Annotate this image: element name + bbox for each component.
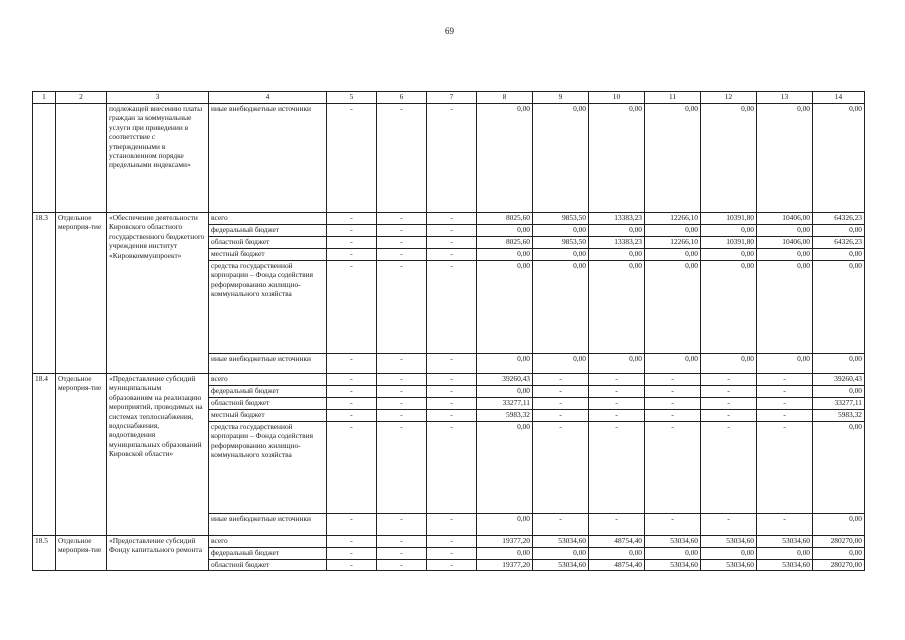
year-value-cell: 0,00 (701, 261, 757, 354)
funding-source-cell: средства государственной корпорации – Фонда содействия реформированию жилищно-коммунального хозяйства (209, 261, 327, 354)
header-cell-2: 2 (56, 92, 107, 104)
year-value-cell: 10406,00 (757, 237, 813, 249)
year-value-cell: - (757, 374, 813, 386)
year-value-cell: - (757, 422, 813, 514)
year-value-cell: 10406,00 (757, 213, 813, 225)
col6-cell: - (377, 225, 427, 237)
funding-source-cell: федеральный бюджет (209, 548, 327, 560)
year-value-cell: - (757, 386, 813, 398)
funding-source-cell: иные внебюджетные источники (209, 354, 327, 374)
year-value-cell: 0,00 (589, 225, 645, 237)
measure-number-cell: 18.5 (33, 536, 56, 571)
year-value-cell: 48754,40 (589, 536, 645, 548)
year-value-cell: 0,00 (645, 354, 701, 374)
funding-source-cell: иные внебюджетные источники (209, 104, 327, 213)
year-value-cell: - (701, 410, 757, 422)
col7-cell: - (427, 398, 477, 410)
total-value-cell: 39260,43 (813, 374, 865, 386)
measure-name-cell: «Предоставление субсидий Фонду капитального ремонта (107, 536, 209, 571)
year-value-cell: 10391,80 (701, 237, 757, 249)
funding-source-cell: областной бюджет (209, 237, 327, 249)
col7-cell: - (427, 422, 477, 514)
col6-cell: - (377, 548, 427, 560)
year-value-cell: 0,00 (533, 354, 589, 374)
funding-source-cell: областной бюджет (209, 398, 327, 410)
year-value-cell: - (645, 422, 701, 514)
header-cell-7: 7 (427, 92, 477, 104)
year-value-cell: 33277,11 (477, 398, 533, 410)
col5-cell: - (327, 536, 377, 548)
measure-name-cell: «Обеспечение деятельности Кировского областного государственного бюджетного учреждения институт «Кировкоммунпроект» (107, 213, 209, 374)
total-value-cell: 0,00 (813, 261, 865, 354)
year-value-cell: - (533, 386, 589, 398)
year-value-cell: - (701, 514, 757, 536)
year-value-cell: - (589, 374, 645, 386)
year-value-cell: 53034,60 (757, 536, 813, 548)
year-value-cell: 0,00 (757, 548, 813, 560)
col6-cell: - (377, 410, 427, 422)
year-value-cell: 0,00 (645, 261, 701, 354)
col6-cell: - (377, 104, 427, 213)
funding-source-cell: средства государственной корпорации – Фонда содействия реформированию жилищно-коммунального хозяйства (209, 422, 327, 514)
col6-cell: - (377, 354, 427, 374)
year-value-cell: 0,00 (477, 514, 533, 536)
year-value-cell: 0,00 (533, 261, 589, 354)
year-value-cell: - (645, 514, 701, 536)
budget-table (32, 91, 865, 571)
col7-cell: - (427, 213, 477, 225)
col7-cell: - (427, 514, 477, 536)
measure-number-cell (33, 104, 56, 213)
col5-cell: - (327, 560, 377, 571)
year-value-cell: 53034,60 (533, 536, 589, 548)
year-value-cell: 0,00 (477, 249, 533, 261)
year-value-cell: 5983,32 (477, 410, 533, 422)
year-value-cell: 0,00 (589, 548, 645, 560)
total-value-cell: 64326,23 (813, 213, 865, 225)
year-value-cell: 0,00 (701, 249, 757, 261)
col5-cell: - (327, 213, 377, 225)
total-value-cell: 33277,11 (813, 398, 865, 410)
year-value-cell: - (645, 410, 701, 422)
year-value-cell: 0,00 (645, 249, 701, 261)
header-cell-6: 6 (377, 92, 427, 104)
header-cell-3: 3 (107, 92, 209, 104)
year-value-cell: 0,00 (757, 261, 813, 354)
year-value-cell: 13383,23 (589, 213, 645, 225)
col7-cell: - (427, 536, 477, 548)
col6-cell: - (377, 536, 427, 548)
year-value-cell: - (757, 398, 813, 410)
header-cell-14: 14 (813, 92, 865, 104)
col6-cell: - (377, 261, 427, 354)
col5-cell: - (327, 548, 377, 560)
total-value-cell: 64326,23 (813, 237, 865, 249)
year-value-cell: 19377,20 (477, 536, 533, 548)
col7-cell: - (427, 560, 477, 571)
col6-cell: - (377, 514, 427, 536)
year-value-cell: - (533, 374, 589, 386)
col5-cell: - (327, 374, 377, 386)
year-value-cell: - (701, 374, 757, 386)
col7-cell: - (427, 374, 477, 386)
col5-cell: - (327, 422, 377, 514)
header-cell-8: 8 (477, 92, 533, 104)
col7-cell: - (427, 225, 477, 237)
measure-number-cell: 18.4 (33, 374, 56, 536)
measure-kind-cell: Отдельное мероприя-тие (56, 374, 107, 536)
funding-source-cell: федеральный бюджет (209, 225, 327, 237)
col6-cell: - (377, 237, 427, 249)
col5-cell: - (327, 398, 377, 410)
year-value-cell: - (533, 422, 589, 514)
col5-cell: - (327, 410, 377, 422)
year-value-cell: 0,00 (757, 104, 813, 213)
col7-cell: - (427, 354, 477, 374)
year-value-cell: - (701, 398, 757, 410)
col7-cell: - (427, 386, 477, 398)
year-value-cell: 0,00 (757, 354, 813, 374)
header-cell-4: 4 (209, 92, 327, 104)
year-value-cell: 0,00 (757, 225, 813, 237)
year-value-cell: - (757, 410, 813, 422)
table-row (33, 213, 865, 225)
col7-cell: - (427, 104, 477, 213)
year-value-cell: - (757, 514, 813, 536)
col7-cell: - (427, 410, 477, 422)
year-value-cell: - (701, 422, 757, 514)
year-value-cell: - (533, 514, 589, 536)
table-body (33, 92, 865, 571)
total-value-cell: 0,00 (813, 249, 865, 261)
col7-cell: - (427, 249, 477, 261)
year-value-cell: 13383,23 (589, 237, 645, 249)
funding-source-cell: федеральный бюджет (209, 386, 327, 398)
year-value-cell: 53034,60 (701, 560, 757, 571)
total-value-cell: 0,00 (813, 422, 865, 514)
year-value-cell: 0,00 (589, 104, 645, 213)
year-value-cell: - (645, 398, 701, 410)
year-value-cell: 0,00 (533, 548, 589, 560)
total-value-cell: 0,00 (813, 354, 865, 374)
year-value-cell: 0,00 (701, 354, 757, 374)
year-value-cell: 53034,60 (533, 560, 589, 571)
year-value-cell: - (645, 386, 701, 398)
year-value-cell: 0,00 (477, 261, 533, 354)
col7-cell: - (427, 548, 477, 560)
header-cell-12: 12 (701, 92, 757, 104)
measure-kind-cell: Отдельное мероприя-тие (56, 536, 107, 571)
total-value-cell: 0,00 (813, 548, 865, 560)
page-number: 69 (445, 26, 454, 36)
year-value-cell: 0,00 (533, 104, 589, 213)
year-value-cell: 0,00 (589, 354, 645, 374)
header-cell-5: 5 (327, 92, 377, 104)
year-value-cell: 0,00 (645, 548, 701, 560)
col5-cell: - (327, 104, 377, 213)
year-value-cell: - (533, 398, 589, 410)
header-cell-1: 1 (33, 92, 56, 104)
measure-name-cell: «Предоставление субсидий муниципальным образованиям на реализацию мероприятий, проводимых на системах теплоснабжения, водоснабжения, водоотведения муниципальных образований Кировской области» (107, 374, 209, 536)
year-value-cell: 0,00 (589, 249, 645, 261)
col5-cell: - (327, 261, 377, 354)
year-value-cell: 9853,50 (533, 213, 589, 225)
year-value-cell: - (589, 410, 645, 422)
funding-source-cell: иные внебюджетные источники (209, 514, 327, 536)
year-value-cell: - (645, 374, 701, 386)
col6-cell: - (377, 422, 427, 514)
year-value-cell: 0,00 (701, 104, 757, 213)
year-value-cell: 0,00 (477, 104, 533, 213)
year-value-cell: - (589, 386, 645, 398)
year-value-cell: 0,00 (701, 548, 757, 560)
measure-number-cell: 18.3 (33, 213, 56, 374)
year-value-cell: - (589, 422, 645, 514)
header-cell-13: 13 (757, 92, 813, 104)
total-value-cell: 0,00 (813, 104, 865, 213)
year-value-cell: - (589, 514, 645, 536)
funding-source-cell: всего (209, 536, 327, 548)
year-value-cell: 9853,50 (533, 237, 589, 249)
table-row (33, 374, 865, 386)
year-value-cell: - (589, 398, 645, 410)
col6-cell: - (377, 249, 427, 261)
col5-cell: - (327, 249, 377, 261)
year-value-cell: 53034,60 (645, 560, 701, 571)
header-cell-9: 9 (533, 92, 589, 104)
table-row (33, 104, 865, 213)
table-row (33, 536, 865, 548)
col6-cell: - (377, 374, 427, 386)
year-value-cell: 0,00 (533, 249, 589, 261)
year-value-cell: 10391,80 (701, 213, 757, 225)
header-cell-10: 10 (589, 92, 645, 104)
col6-cell: - (377, 560, 427, 571)
year-value-cell: 0,00 (477, 225, 533, 237)
year-value-cell: 53034,60 (701, 536, 757, 548)
col5-cell: - (327, 386, 377, 398)
year-value-cell: 0,00 (477, 548, 533, 560)
col7-cell: - (427, 261, 477, 354)
year-value-cell: 8025,60 (477, 213, 533, 225)
year-value-cell: 0,00 (477, 354, 533, 374)
funding-source-cell: всего (209, 374, 327, 386)
col5-cell: - (327, 354, 377, 374)
col6-cell: - (377, 398, 427, 410)
total-value-cell: 0,00 (813, 386, 865, 398)
header-cell-11: 11 (645, 92, 701, 104)
funding-source-cell: местный бюджет (209, 249, 327, 261)
funding-source-cell: областной бюджет (209, 560, 327, 571)
year-value-cell: 0,00 (645, 225, 701, 237)
year-value-cell: 12266,10 (645, 237, 701, 249)
total-value-cell: 0,00 (813, 225, 865, 237)
year-value-cell: 39260,43 (477, 374, 533, 386)
year-value-cell: - (533, 410, 589, 422)
col7-cell: - (427, 237, 477, 249)
measure-name-cell: подлежащей внесению платы граждан за коммунальные услуги при приведении в соответствие с утвержденными в установленном порядке предельными индексами» (107, 104, 209, 213)
year-value-cell: 0,00 (589, 261, 645, 354)
year-value-cell: 8025,60 (477, 237, 533, 249)
year-value-cell: 19377,20 (477, 560, 533, 571)
col6-cell: - (377, 213, 427, 225)
col5-cell: - (327, 237, 377, 249)
year-value-cell: 48754,40 (589, 560, 645, 571)
measure-kind-cell (56, 104, 107, 213)
total-value-cell: 5983,32 (813, 410, 865, 422)
year-value-cell: - (701, 386, 757, 398)
total-value-cell: 280270,00 (813, 536, 865, 548)
col6-cell: - (377, 386, 427, 398)
funding-source-cell: всего (209, 213, 327, 225)
col5-cell: - (327, 225, 377, 237)
year-value-cell: 0,00 (645, 104, 701, 213)
year-value-cell: 0,00 (757, 249, 813, 261)
year-value-cell: 0,00 (533, 225, 589, 237)
total-value-cell: 280270,00 (813, 560, 865, 571)
funding-source-cell: местный бюджет (209, 410, 327, 422)
year-value-cell: 12266,10 (645, 213, 701, 225)
total-value-cell: 0,00 (813, 514, 865, 536)
col5-cell: - (327, 514, 377, 536)
year-value-cell: 0,00 (477, 386, 533, 398)
year-value-cell: 53034,60 (645, 536, 701, 548)
measure-kind-cell: Отдельное мероприя-тие (56, 213, 107, 374)
year-value-cell: 0,00 (701, 225, 757, 237)
header-row (33, 92, 865, 104)
year-value-cell: 0,00 (477, 422, 533, 514)
year-value-cell: 53034,60 (757, 560, 813, 571)
